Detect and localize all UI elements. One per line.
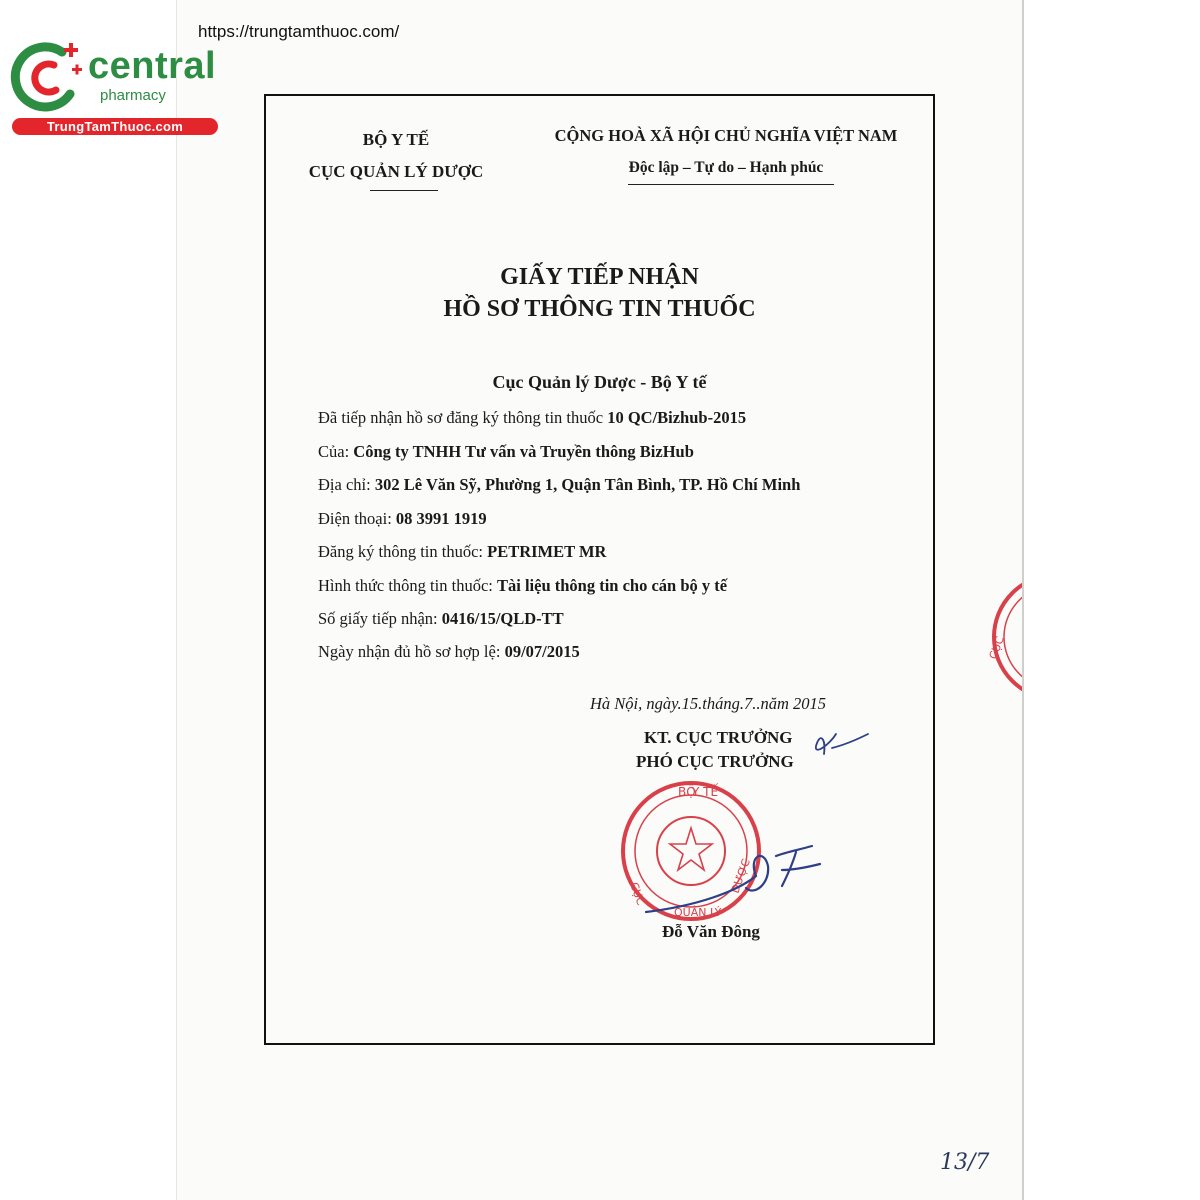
drug-line [318, 542, 606, 562]
national-motto: Độc lập – Tự do – Hạnh phúc [628, 159, 824, 176]
certificate-number-line [318, 609, 564, 629]
pharmacy-logo [10, 38, 215, 138]
department-name: CỤC QUẢN LÝ DƯỢC [308, 162, 484, 181]
svg-text:QUẢN LÝ: QUẢN LÝ [674, 906, 722, 919]
initial-signature-icon [806, 724, 876, 764]
logo-wordmark: central [88, 45, 217, 87]
certificate-number-label: Số giấy tiếp nhận: [318, 609, 442, 628]
source-url: https://trungtamthuoc.com/ [198, 22, 400, 41]
paper-edge [1022, 0, 1024, 1200]
phone-value: 08 3991 1919 [395, 509, 487, 528]
drug-value: PETRIMET MR [487, 542, 607, 561]
issuer: Cục Quản lý Dược - Bộ Y tế [492, 372, 707, 392]
logo-site-banner: TrungTamThuoc.com [12, 118, 218, 135]
certificate-frame [264, 94, 935, 1045]
company-label: Của: [318, 442, 354, 461]
partial-stamp-icon [986, 572, 1022, 702]
ministry-name: BỘ Y TẾ [362, 130, 430, 149]
svg-text:BỘ: BỘ [678, 785, 696, 799]
svg-text:Y TẾ: Y TẾ [692, 785, 719, 799]
info-form-value: Tài liệu thông tin cho cán bộ y tế [496, 576, 728, 595]
complete-date-label: Ngày nhận đủ hồ sơ hợp lệ: [318, 642, 505, 661]
received-label: Đã tiếp nhận hồ sơ đăng ký thông tin thuốc [318, 408, 608, 427]
address-value: 302 Lê Văn Sỹ, Phường 1, Quận Tân Bình, TP. Hồ Chí Minh [374, 475, 801, 494]
signer-name: Đỗ Văn Đông [662, 922, 760, 941]
info-form-line [318, 576, 727, 596]
certificate-title-line1: GIẤY TIẾP NHẬN [500, 264, 699, 290]
certificate-number-value: 0416/15/QLD-TT [441, 609, 564, 628]
phone-label: Điện thoại: [318, 509, 396, 528]
received-line [318, 408, 746, 428]
info-form-label: Hình thức thông tin thuốc: [318, 576, 497, 595]
address-line [318, 475, 800, 495]
company-value: Công ty TNHH Tư vấn và Truyền thông BizHub [353, 442, 694, 461]
logo-subtitle: pharmacy [100, 87, 166, 104]
received-value: 10 QC/Bizhub-2015 [607, 408, 747, 427]
logo-c-plus-icon [10, 38, 90, 116]
svg-text:CỤC: CỤC [627, 880, 648, 908]
company-line [318, 442, 694, 462]
drug-label: Đăng ký thông tin thuốc: [318, 542, 488, 561]
signer-title-1: KT. CỤC TRƯỞNG [644, 728, 793, 747]
complete-date-value: 09/07/2015 [504, 642, 580, 661]
svg-text:CỤC: CỤC [986, 634, 1007, 662]
address-label: Địa chỉ: [318, 475, 375, 494]
place-and-date: Hà Nội, ngày.15.tháng.7..năm 2015 [590, 694, 827, 713]
country-name: CỘNG HOÀ XÃ HỘI CHỦ NGHĨA VIỆT NAM [554, 126, 898, 145]
handwritten-signature-icon [636, 826, 836, 926]
left-header-rule [370, 190, 438, 191]
svg-text:DƯỢC: DƯỢC [728, 857, 754, 896]
complete-date-line [318, 642, 580, 662]
right-header-rule [628, 184, 834, 185]
handwritten-page-number: 13/7 [940, 1150, 990, 1175]
signer-title-2: PHÓ CỤC TRƯỞNG [636, 752, 794, 771]
certificate-title-line2: HỒ SƠ THÔNG TIN THUỐC [443, 296, 756, 322]
phone-line [318, 509, 487, 529]
